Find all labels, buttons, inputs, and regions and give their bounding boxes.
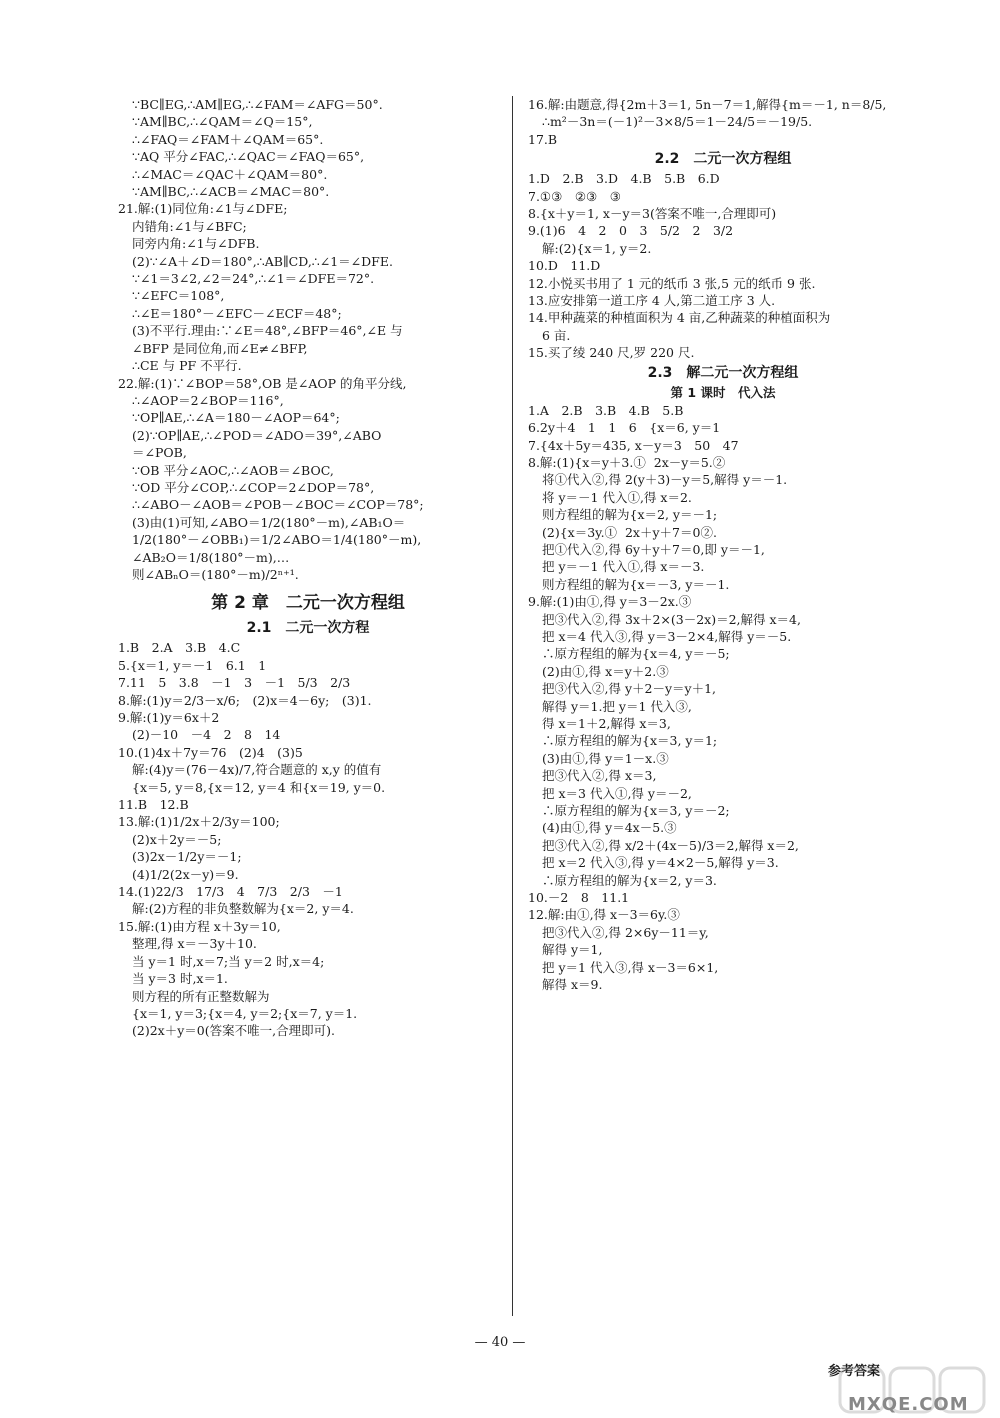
answer-line: 5.{x＝1, y＝－1 6.1 1	[118, 657, 267, 673]
answer-line: 解:(4)y＝(76－4x)/7,符合题意的 x,y 的值有	[132, 762, 382, 778]
answer-line: ∵AM∥BC,∴∠QAM＝∠Q＝15°,	[132, 114, 313, 130]
answer-line: 把③代入②,得 3x＋2×(3－2x)＝2,解得 x＝4,	[542, 611, 801, 627]
answer-line: 7.11 5 3.8 －1 3 －1 5/3 2/3	[118, 675, 351, 691]
lesson-heading: 第 1 课时 代入法	[670, 384, 776, 400]
answer-line: (3)2x－1/2y＝－1;	[132, 849, 242, 865]
section-heading: 2.3 解二元一次方程组	[647, 364, 799, 381]
answer-line: 则∠ABₙO＝(180°－m)/2ⁿ⁺¹.	[132, 566, 299, 582]
answer-line: ∠AB₂O＝1/8(180°－m),…	[132, 549, 290, 565]
answer-line: {x＝1, y＝3;{x＝4, y＝2;{x＝7, y＝1.	[132, 1005, 358, 1021]
answer-line: (4)由①,得 y＝4x－5.③	[542, 820, 677, 836]
answer-line: 同旁内角:∠1与∠DFB.	[132, 236, 260, 252]
answer-line: 把 x＝2 代入③,得 y＝4×2－5,解得 y＝3.	[542, 855, 779, 871]
answer-line: 13.应安排第一道工序 4 人,第二道工序 3 人.	[528, 293, 776, 309]
answer-line: 当 y＝1 时,x＝7;当 y＝2 时,x＝4;	[132, 953, 325, 969]
column-divider	[512, 96, 513, 1316]
answer-line: ∴∠AOP＝2∠BOP＝116°,	[132, 392, 284, 408]
answer-line: (2)∵OP∥AE,∴∠POD＝∠ADO＝39°,∠ABO	[132, 427, 382, 443]
answer-line: ∵BC∥EG,∴AM∥EG,∴∠FAM＝∠AFG＝50°.	[132, 97, 383, 112]
answer-line: (2)∵∠A＋∠D＝180°,∴AB∥CD,∴∠1＝∠DFE.	[132, 253, 393, 269]
section-heading: 2.1 二元一次方程	[246, 620, 370, 637]
answer-line: 6 亩.	[542, 327, 571, 343]
answer-line: ∴∠E＝180°－∠EFC－∠ECF＝48°;	[132, 305, 342, 321]
answer-line: 解:(2)方程的非负整数解为{x＝2, y＝4.	[132, 901, 354, 917]
answer-line: ∴原方程组的解为{x＝2, y＝3.	[542, 872, 717, 888]
answer-line: 1/2(180°－∠OBB₁)＝1/2∠ABO＝1/4(180°－m),	[132, 532, 422, 548]
answer-line: 1.B 2.A 3.B 4.C	[118, 640, 241, 656]
answer-line: 11.B 12.B	[118, 797, 189, 813]
answer-line: 把 y＝－1 代入①,得 x＝－3.	[542, 559, 705, 575]
answer-line: 13.解:(1)1/2x＋2/3y＝100;	[118, 814, 280, 830]
answer-line: ＝∠POB,	[132, 445, 187, 461]
answer-line: 10.D 11.D	[528, 258, 601, 274]
answer-line: 15.买了绫 240 尺,罗 220 尺.	[528, 345, 695, 361]
answer-line: {x＝5, y＝8,{x＝12, y＝4 和{x＝19, y＝0.	[132, 779, 386, 795]
answer-line: 把③代入②,得 y＋2－y＝y＋1,	[542, 681, 717, 697]
answer-line: (4)1/2(2x－y)＝9.	[132, 866, 239, 882]
answer-line: (3)由①,得 y＝1－x.③	[542, 750, 669, 766]
answer-line: 则方程的所有正整数解为	[132, 988, 270, 1004]
answer-line: ∴原方程组的解为{x＝3, y＝1;	[542, 733, 718, 749]
answer-line: 把①代入②,得 6y＋y＋7＝0,即 y＝－1,	[542, 541, 765, 557]
answer-line: 解得 y＝1.把 y＝1 代入③,	[542, 698, 692, 714]
answer-line: 把③代入②,得 x＝3,	[542, 768, 657, 784]
answer-line: ∴CE 与 PF 不平行.	[132, 358, 242, 374]
answer-line: ∵∠1＝3∠2,∠2＝24°,∴∠1＝∠DFE＝72°.	[132, 271, 375, 287]
answer-line: 1.A 2.B 3.B 4.B 5.B	[528, 402, 684, 418]
answer-line: ∴m²－3n＝(－1)²－3×8/5＝1－24/5＝－19/5.	[542, 114, 813, 130]
answer-line: 14.甲种蔬菜的种植面积为 4 亩,乙种蔬菜的种植面积为	[528, 310, 831, 326]
answer-line: 10.－2 8 11.1	[528, 890, 630, 906]
left-column	[118, 96, 498, 1040]
answer-line: 8.解:(1)y＝2/3－x/6; (2)x＝4－6y; (3)1.	[118, 692, 372, 708]
answer-line: ∵AQ 平分∠FAC,∴∠QAC＝∠FAQ＝65°,	[132, 149, 365, 165]
answer-line: 把 y＝1 代入③,得 x－3＝6×1,	[542, 959, 719, 975]
answer-line: ∴∠FAQ＝∠FAM＋∠QAM＝65°.	[132, 131, 324, 147]
answer-line: (2)2x＋y＝0(答案不唯一,合理即可).	[132, 1023, 335, 1039]
answer-line: 9.解:(1)由①,得 y＝3－2x.③	[528, 594, 692, 610]
answer-line: 17.B	[528, 131, 558, 147]
answer-line: 7.①③ ②③ ③	[528, 188, 621, 204]
answer-line: 则方程组的解为{x＝－3, y＝－1.	[542, 576, 730, 592]
answer-line: 22.解:(1)∵∠BOP＝58°,OB 是∠AOP 的角平分线,	[118, 375, 407, 391]
answer-line: 1.D 2.B 3.D 4.B 5.B 6.D	[528, 171, 720, 187]
answer-line: ∵OD 平分∠COP,∴∠COP＝2∠DOP＝78°,	[132, 479, 375, 495]
answer-line: (2){x＝3y.① 2x＋y＋7＝0②.	[542, 524, 717, 540]
answer-line: 8.解:(1){x＝y＋3.① 2x－y＝5.②	[528, 454, 726, 470]
answer-line: (2)由①,得 x＝y＋2.③	[542, 663, 669, 679]
answer-line: 解得 x＝9.	[542, 977, 603, 993]
answer-line: 把③代入②,得 2×6y－11＝y,	[542, 924, 709, 940]
answer-line: 将 y＝－1 代入①,得 x＝2.	[542, 489, 692, 505]
footer-label: 参考答案	[828, 1364, 881, 1379]
answer-line: 15.解:(1)由方程 x＋3y＝10,	[118, 918, 281, 934]
answer-line: 16.解:由题意,得{2m＋3＝1, 5n－7＝1,解得{m＝－1, n＝8/5,	[528, 97, 887, 112]
answer-line: ∵∠EFC＝108°,	[132, 288, 225, 304]
answer-line: 12.解:由①,得 x－3＝6y.③	[528, 907, 680, 923]
page-number: — 40 —	[474, 1335, 526, 1350]
answer-line: 9.(1)6 4 2 0 3 5/2 2 3/2	[528, 223, 734, 239]
answer-line: ∴∠ABO－∠AOB＝∠POB－∠BOC＝∠COP＝78°;	[132, 497, 424, 513]
answer-line: ∴原方程组的解为{x＝4, y＝－5;	[542, 646, 730, 662]
answer-line: ∠BFP 是同位角,而∠E≠∠BFP,	[132, 340, 308, 356]
answer-line: 则方程组的解为{x＝2, y＝－1;	[542, 507, 718, 523]
answer-line: 10.(1)4x＋7y＝76 (2)4 (3)5	[118, 744, 303, 760]
answer-line: 解得 y＝1,	[542, 942, 603, 958]
answer-line: ∵OB 平分∠AOC,∴∠AOB＝∠BOC,	[132, 462, 334, 478]
answer-line: 6.2y＋4 1 1 6 {x＝6, y＝1	[528, 420, 721, 436]
answer-line: 14.(1)22/3 17/3 4 7/3 2/3 －1	[118, 884, 343, 900]
answer-line: 把 x＝4 代入③,得 y＝3－2×4,解得 y＝－5.	[542, 628, 792, 644]
answer-line: 得 x＝1＋2,解得 x＝3,	[542, 716, 671, 731]
watermark-text: MXQE.COM	[848, 1394, 969, 1415]
answer-line: (3)由(1)可知,∠ABO＝1/2(180°－m),∠AB₁O＝	[132, 514, 406, 530]
answer-line: 把 x＝3 代入①,得 y＝－2,	[542, 785, 692, 801]
right-column	[528, 96, 918, 994]
answer-line: (2)－10 －4 2 8 14	[132, 727, 281, 743]
answer-line: 7.{4x＋5y＝435, x－y＝3 50 47	[528, 437, 739, 453]
answer-line: 把③代入②,得 x/2＋(4x－5)/3＝2,解得 x＝2,	[542, 837, 799, 853]
answer-line: ∴原方程组的解为{x＝3, y＝－2;	[542, 803, 730, 819]
answer-line: 21.解:(1)同位角:∠1与∠DFE;	[118, 201, 288, 217]
answer-line: 当 y＝3 时,x＝1.	[132, 971, 228, 987]
answer-line: 9.解:(1)y＝6x＋2	[118, 710, 220, 725]
answer-line: 解:(2){x＝1, y＝2.	[542, 240, 652, 256]
section-heading: 2.2 二元一次方程组	[654, 151, 792, 168]
answer-line: ∴∠MAC＝∠QAC＋∠QAM＝80°.	[132, 166, 328, 182]
answer-line: (2)x＋2y＝－5;	[132, 831, 222, 847]
answer-line: 12.小悦买书用了 1 元的纸币 3 张,5 元的纸币 9 张.	[528, 275, 816, 291]
answer-line: 内错角:∠1与∠BFC;	[132, 218, 247, 234]
answer-line: ∵OP∥AE,∴∠A＝180－∠AOP＝64°;	[132, 410, 340, 426]
answer-line: ∵AM∥BC,∴∠ACB＝∠MAC＝80°.	[132, 184, 330, 200]
answer-line: 整理,得 x＝－3y＋10.	[132, 936, 257, 952]
answer-line: 将①代入②,得 2(y＋3)－y＝5,解得 y＝－1.	[542, 472, 788, 488]
answer-line: 8.{x＋y＝1, x－y＝3(答案不唯一,合理即可)	[528, 206, 777, 222]
chapter-heading: 第 2 章 二元一次方程组	[211, 593, 405, 614]
answer-line: (3)不平行.理由:∵∠E＝48°,∠BFP＝46°,∠E 与	[132, 323, 403, 339]
